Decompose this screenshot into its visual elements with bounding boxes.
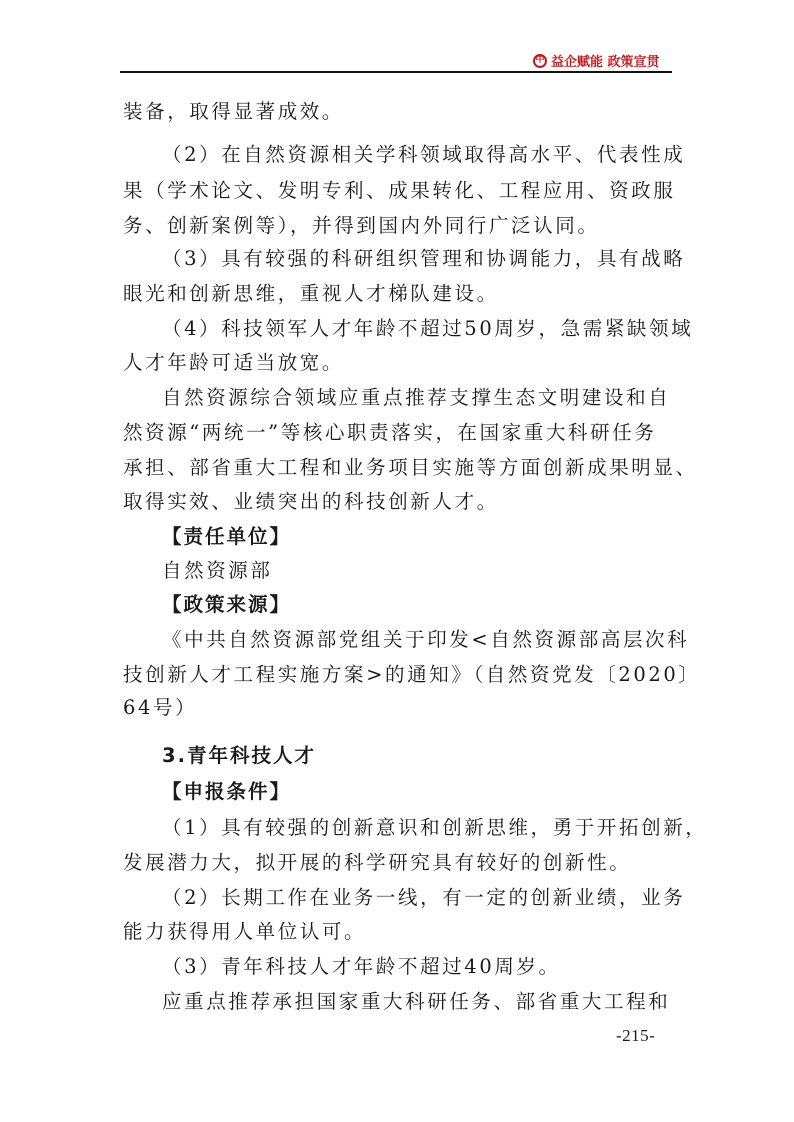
paragraph-line: 眼光和创新思维，重视人才梯队建设。 [123, 282, 499, 305]
paragraph-line: 64号） [123, 696, 198, 719]
subsection-title: 3.青年科技人才 [162, 744, 316, 767]
paragraph-line: （1）具有较强的创新意识和创新思维，勇于开拓创新， [162, 816, 708, 839]
paragraph-line: （3）具有较强的科研组织管理和协调能力，具有战略 [162, 247, 686, 270]
paragraph-line: （2）在自然资源相关学科领域取得高水平、代表性成 [162, 143, 686, 166]
paragraph-line: （3）青年科技人才年龄不超过40周岁。 [162, 955, 561, 978]
brand-emblem-icon: 中 [533, 54, 547, 68]
paragraph-line: 果（学术论文、发明专利、成果转化、工程应用、资政服 [123, 179, 676, 202]
brand-text: 益企赋能 政策宣贯 [551, 55, 660, 70]
paragraph-line: 然资源“两统一”等核心职责落实，在国家重大科研任务 [123, 421, 657, 444]
paragraph-line: 《中共自然资源部党组关于印发<自然资源部高层次科 [162, 628, 690, 651]
paragraph-line: （4）科技领军人才年龄不超过50周岁，急需紧缺领域 [162, 317, 694, 340]
paragraph-line: 应重点推荐承担国家重大科研任务、部省重大工程和 [162, 990, 671, 1013]
paragraph-line: （2）长期工作在业务一线，有一定的创新业绩，业务 [162, 886, 686, 909]
section-heading-responsible-unit: 【责任单位】 [162, 525, 292, 548]
paragraph-line: 技创新人才工程实施方案>的通知》（自然资党发〔2020〕 [123, 663, 701, 686]
paragraph-line: 务、创新案例等），并得到国内外同行广泛认同。 [123, 214, 600, 237]
paragraph-line: 装备，取得显著成效。 [123, 100, 345, 123]
paragraph-line: 能力获得用人单位认可。 [123, 920, 367, 943]
responsible-unit-value: 自然资源部 [162, 559, 273, 582]
paragraph-line: 发展潜力大，拟开展的科学研究具有较好的创新性。 [123, 851, 632, 874]
paragraph-line: 人才年龄可适当放宽。 [123, 351, 345, 374]
brand-logo [533, 51, 660, 70]
paragraph-line: 自然资源综合领域应重点推荐支撑生态文明建设和自 [162, 386, 671, 409]
paragraph-line: 承担、部省重大工程和业务项目实施等方面创新成果明显、 [123, 456, 698, 479]
header-divider [120, 71, 672, 73]
section-heading-policy-source: 【政策来源】 [162, 593, 292, 616]
section-heading-application-conditions: 【申报条件】 [162, 780, 292, 803]
paragraph-line: 取得实效、业绩突出的科技创新人才。 [123, 490, 499, 513]
page-number: -215- [616, 1026, 656, 1045]
